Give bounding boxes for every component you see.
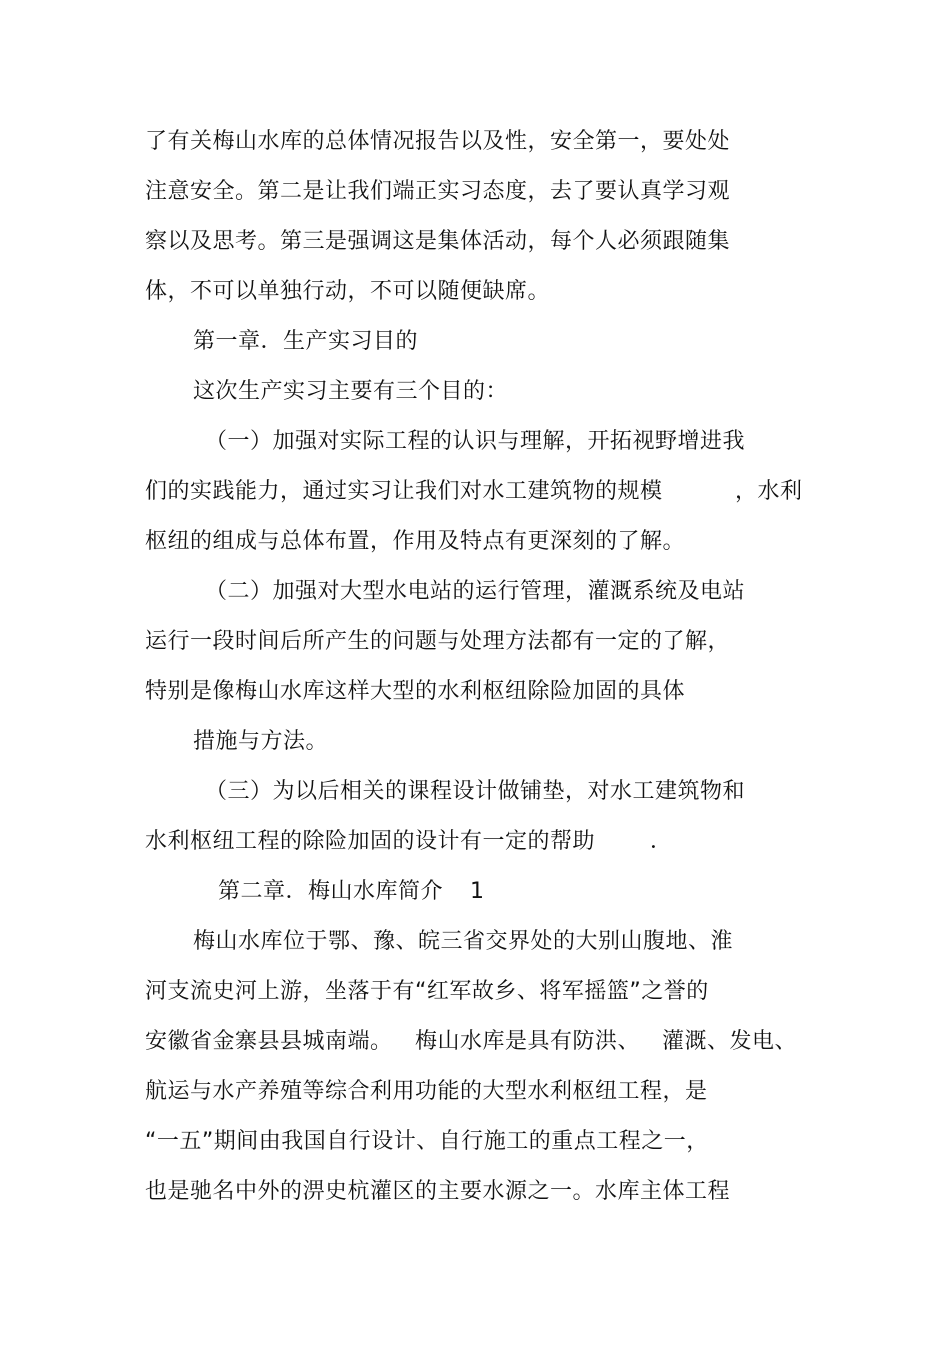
text-line: 枢纽的组成与总体布置，作用及特点有更深刻的了解。 (145, 529, 686, 554)
text-line: 体，不可以单独行动，不可以随便缺席。 (145, 279, 551, 304)
text-line: 河支流史河上游，坐落于有“红军故乡、将军摇篮”之誉的 (145, 979, 709, 1004)
text-line: 了有关梅山水库的总体情况报告以及性，安全第一，要处处 (145, 129, 731, 154)
text-line: 这次生产实习主要有三个目的： (193, 379, 509, 404)
text-line: 特别是像梅山水库这样大型的水利枢纽除险加固的具体 (145, 679, 686, 704)
text-line: 运行一段时间后所产生的问题与处理方法都有一定的了解， (145, 629, 731, 654)
text-line: 也是驰名中外的淠史杭灌区的主要水源之一。水库主体工程 (145, 1179, 731, 1204)
text-line: “一五”期间由我国自行设计、自行施工的重点工程之一， (145, 1129, 709, 1154)
text-line: 们的实践能力，通过实习让我们对水工建筑物的规模 (145, 479, 663, 504)
text-line: （二）加强对大型水电站的运行管理，灌溉系统及电站 (205, 579, 746, 604)
text-line: 安徽省金寨县县城南端。 (145, 1029, 393, 1054)
text-line: 注意安全。第二是让我们端正实习态度，去了要认真学习观 (145, 179, 731, 204)
text-line-fragment: 梅山水库是具有防洪、 (415, 1029, 641, 1054)
text-line: 水利枢纽工程的除险加固的设计有一定的帮助 (145, 829, 596, 854)
text-line-fragment: 灌溉、发电、 (662, 1029, 798, 1054)
text-line: （一）加强对实际工程的认识与理解，开拓视野增进我 (205, 429, 746, 454)
text-line: （三）为以后相关的课程设计做铺垫，对水工建筑物和 (205, 779, 746, 804)
text-line: 措施与方法。 (193, 729, 329, 754)
footnote-marker: 1 (470, 879, 485, 904)
text-line: 梅山水库位于鄂、豫、皖三省交界处的大别山腹地、淮 (193, 929, 734, 954)
chapter-heading: 第二章．梅山水库简介 (218, 879, 444, 904)
text-line: 航运与水产养殖等综合利用功能的大型水利枢纽工程，是 (145, 1079, 708, 1104)
text-line: 察以及思考。第三是强调这是集体活动，每个人必须跟随集 (145, 229, 731, 254)
text-line-fragment: ． (650, 829, 673, 854)
text-line-fragment: ，水利 (735, 479, 803, 504)
chapter-heading: 第一章．生产实习目的 (193, 329, 419, 354)
